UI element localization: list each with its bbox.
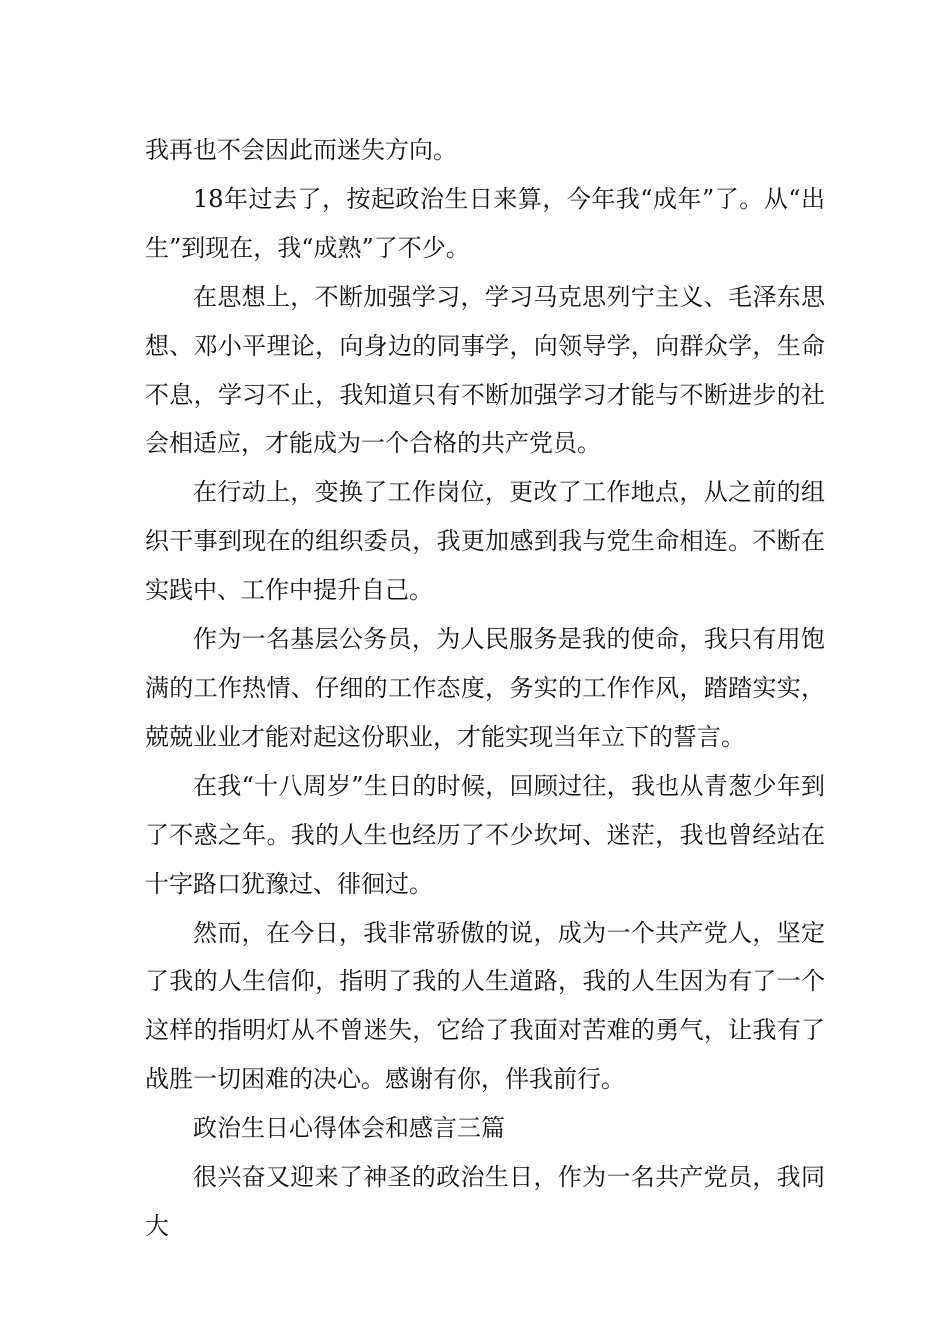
paragraph-coming-of-age: 18年过去了，按起政治生日来算，今年我“成年”了。从“出生”到现在，我“成熟”了不少。 <box>145 184 825 262</box>
section-heading: 政治生日心得体会和感言三篇 <box>193 1114 505 1143</box>
paragraph-new-section-start: 很兴奋又迎来了神圣的政治生日，作为一名共产党员，我同大 <box>145 1163 825 1240</box>
document-body <box>145 126 825 1251</box>
paragraph-action: 在行动上，变换了工作岗位，更改了工作地点，从之前的组织干事到现在的组织委员，我更加感到我与党生命相连。不断在实践中、工作中提升自己。 <box>145 478 825 605</box>
paragraph-thought: 在思想上，不断加强学习，学习马克思列宁主义、毛泽东思想、邓小平理论，向身边的同事学，向领导学，向群众学，生命不息，学习不止，我知道只有不断加强学习才能与不断进步的社会相适应，才能成为一个合格的共产党员。 <box>145 282 825 458</box>
paragraph-civil-servant: 作为一名基层公务员，为人民服务是我的使命，我只有用饱满的工作热情、仔细的工作态度，务实的工作作风，踏踏实实，兢兢业业才能对起这份职业，才能实现当年立下的誓言。 <box>145 625 825 751</box>
paragraph-eighteenth-birthday: 在我“十八周岁”生日的时候，回顾过往，我也从青葱少年到了不惑之年。我的人生也经历了不少坎坷、迷茫，我也曾经站在十字路口犹豫过、徘徊过。 <box>145 771 825 898</box>
paragraph-continuation: 我再也不会因此而迷失方向。 <box>145 136 457 164</box>
paragraph-today: 然而，在今日，我非常骄傲的说，成为一个共产党人，坚定了我的人生信仰，指明了我的人生道路，我的人生因为有了一个这样的指明灯从不曾迷失，它给了我面对苦难的勇气，让我有了战胜一切困难的决心。感谢有你，伴我前行。 <box>145 918 825 1094</box>
